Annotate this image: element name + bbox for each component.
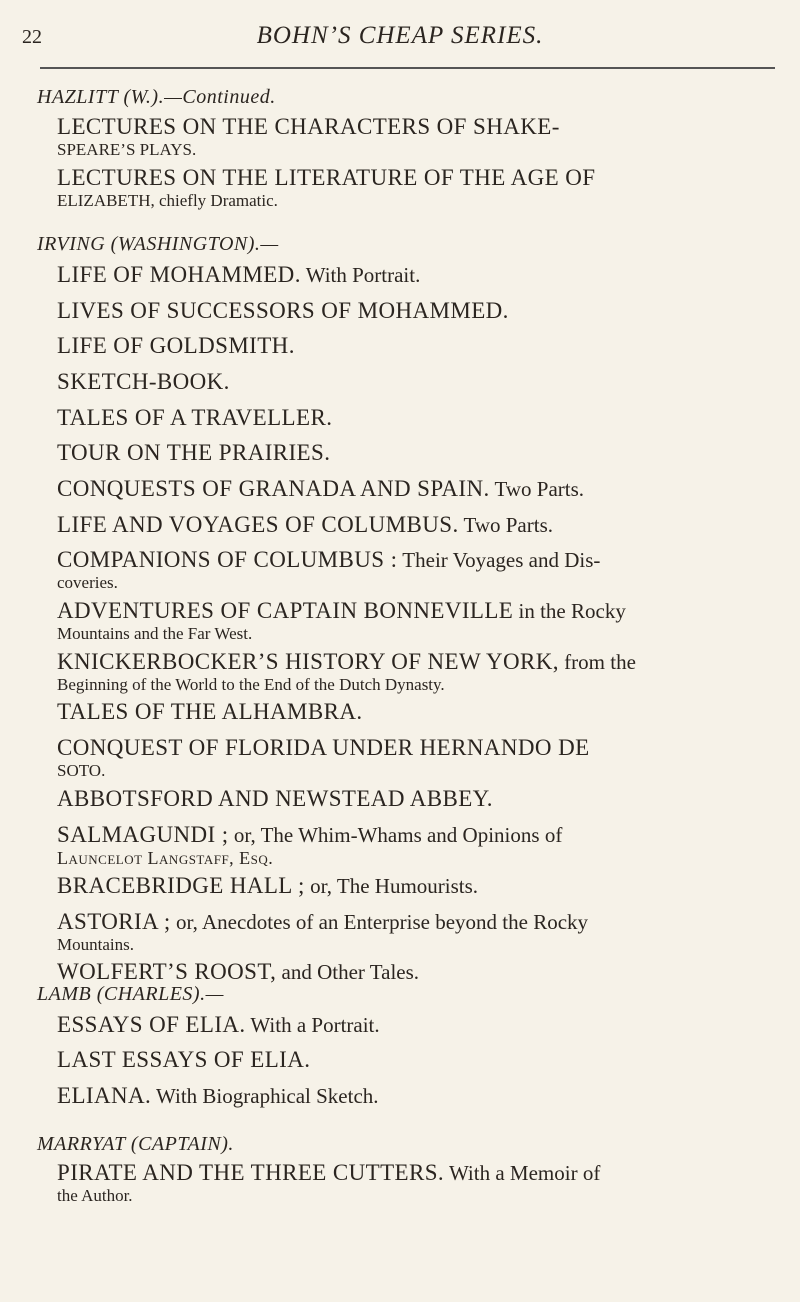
catalogue-entry (57, 649, 772, 695)
entry-description: Their Voyages and Dis- (397, 548, 601, 572)
catalogue-entry (57, 1047, 772, 1073)
catalogue-entry (57, 512, 772, 538)
entry-title: ESSAYS OF ELIA. (57, 1012, 246, 1037)
entry-continuation: Mountains. (57, 935, 134, 954)
entry-continuation: SPEARE’S PLAYS. (57, 140, 197, 159)
entry-author-name: Launcelot Langstaff, Esq. (57, 848, 274, 868)
entry-description: in the Rocky (513, 599, 626, 623)
entry-continuation: the Author. (57, 1186, 133, 1205)
entry-title: TALES OF THE ALHAMBRA. (57, 699, 363, 724)
running-head: BOHN’S CHEAP SERIES. (256, 22, 544, 49)
entry-title: ABBOTSFORD AND NEWSTEAD ABBEY. (57, 786, 493, 811)
catalogue-entry (57, 1160, 772, 1206)
catalogue-entry (57, 369, 772, 395)
entry-description: Two Parts. (489, 477, 585, 501)
catalogue-entry (57, 476, 772, 502)
entry-description: or, Anecdotes of an Enterprise beyond the Rocky (170, 910, 589, 934)
catalogue-entry (57, 1012, 772, 1038)
catalogue-entry (57, 440, 772, 466)
entry-continuation: Mountains and the Far West. (57, 624, 253, 643)
entry-description: With a Memoir of (444, 1161, 601, 1185)
catalogue-entry (57, 786, 772, 812)
catalogue-entry (57, 165, 772, 211)
entry-title: ASTORIA ; (57, 909, 171, 934)
entry-title: TALES OF A TRAVELLER. (57, 405, 333, 430)
entry-title: LECTURES ON THE LITERATURE OF THE AGE OF (57, 165, 596, 190)
entry-continuation (57, 848, 772, 869)
entry-title: SALMAGUNDI ; (57, 822, 229, 847)
entry-title: ADVENTURES OF CAPTAIN BONNEVILLE (57, 598, 514, 623)
catalogue-entry (57, 547, 772, 593)
entry-description: or, The Whim-Whams and Opinions of (228, 823, 563, 847)
catalogue-entry (57, 909, 772, 955)
entry-title: KNICKERBOCKER’S HISTORY OF NEW YORK, (57, 649, 559, 674)
catalogue-entry (57, 114, 772, 160)
catalogue-entry (57, 298, 772, 324)
catalogue-entry (57, 405, 772, 431)
entry-description: With a Portrait. (245, 1013, 380, 1037)
entry-title: LIVES OF SUCCESSORS OF MOHAMMED. (57, 298, 509, 323)
catalogue-entry (57, 873, 772, 899)
entry-title: SKETCH-BOOK. (57, 369, 230, 394)
entry-title: WOLFERT’S ROOST, (57, 959, 277, 984)
author-heading: LAMB (CHARLES).— (37, 983, 224, 1005)
page-number: 22 (22, 26, 42, 48)
entry-title: PIRATE AND THE THREE CUTTERS. (57, 1160, 445, 1185)
header-rule (40, 67, 775, 69)
entry-title: LAST ESSAYS OF ELIA. (57, 1047, 311, 1072)
catalogue-entry (57, 699, 772, 725)
author-heading: IRVING (WASHINGTON).— (37, 233, 279, 255)
author-heading: MARRYAT (CAPTAIN). (37, 1133, 234, 1155)
entry-title: TOUR ON THE PRAIRIES. (57, 440, 331, 465)
catalogue-entry (57, 598, 772, 644)
entry-description: and Other Tales. (276, 960, 420, 984)
entry-title: CONQUESTS OF GRANADA AND SPAIN. (57, 476, 490, 501)
entry-title: COMPANIONS OF COLUMBUS : (57, 547, 398, 572)
entry-description: Two Parts. (458, 513, 553, 537)
catalogue-entry (57, 1083, 772, 1109)
catalogue-entry (57, 333, 772, 359)
entry-title: LECTURES ON THE CHARACTERS OF SHAKE- (57, 114, 560, 139)
entry-description: With Biographical Sketch. (151, 1084, 379, 1108)
entry-description: With Portrait. (300, 263, 421, 287)
entry-continuation: Beginning of the World to the End of the Dutch Dynasty. (57, 675, 445, 694)
entry-description: or, The Humourists. (304, 874, 479, 898)
entry-title: LIFE AND VOYAGES OF COLUMBUS. (57, 512, 459, 537)
catalogue-entry (57, 822, 772, 869)
entry-title: LIFE OF GOLDSMITH. (57, 333, 295, 358)
entry-continuation: coveries. (57, 573, 118, 592)
entry-continuation: SOTO. (57, 761, 106, 780)
entry-title: CONQUEST OF FLORIDA UNDER HERNANDO DE (57, 735, 590, 760)
author-heading: HAZLITT (W.).—Continued. (37, 86, 276, 108)
entry-title: BRACEBRIDGE HALL ; (57, 873, 305, 898)
catalogue-entry (57, 262, 772, 288)
entry-description: from the (558, 650, 636, 674)
entry-title: LIFE OF MOHAMMED. (57, 262, 301, 287)
catalogue-entry (57, 959, 772, 985)
entry-continuation: ELIZABETH, chiefly Dramatic. (57, 191, 278, 210)
catalogue-entry (57, 735, 772, 781)
entry-title: ELIANA. (57, 1083, 152, 1108)
